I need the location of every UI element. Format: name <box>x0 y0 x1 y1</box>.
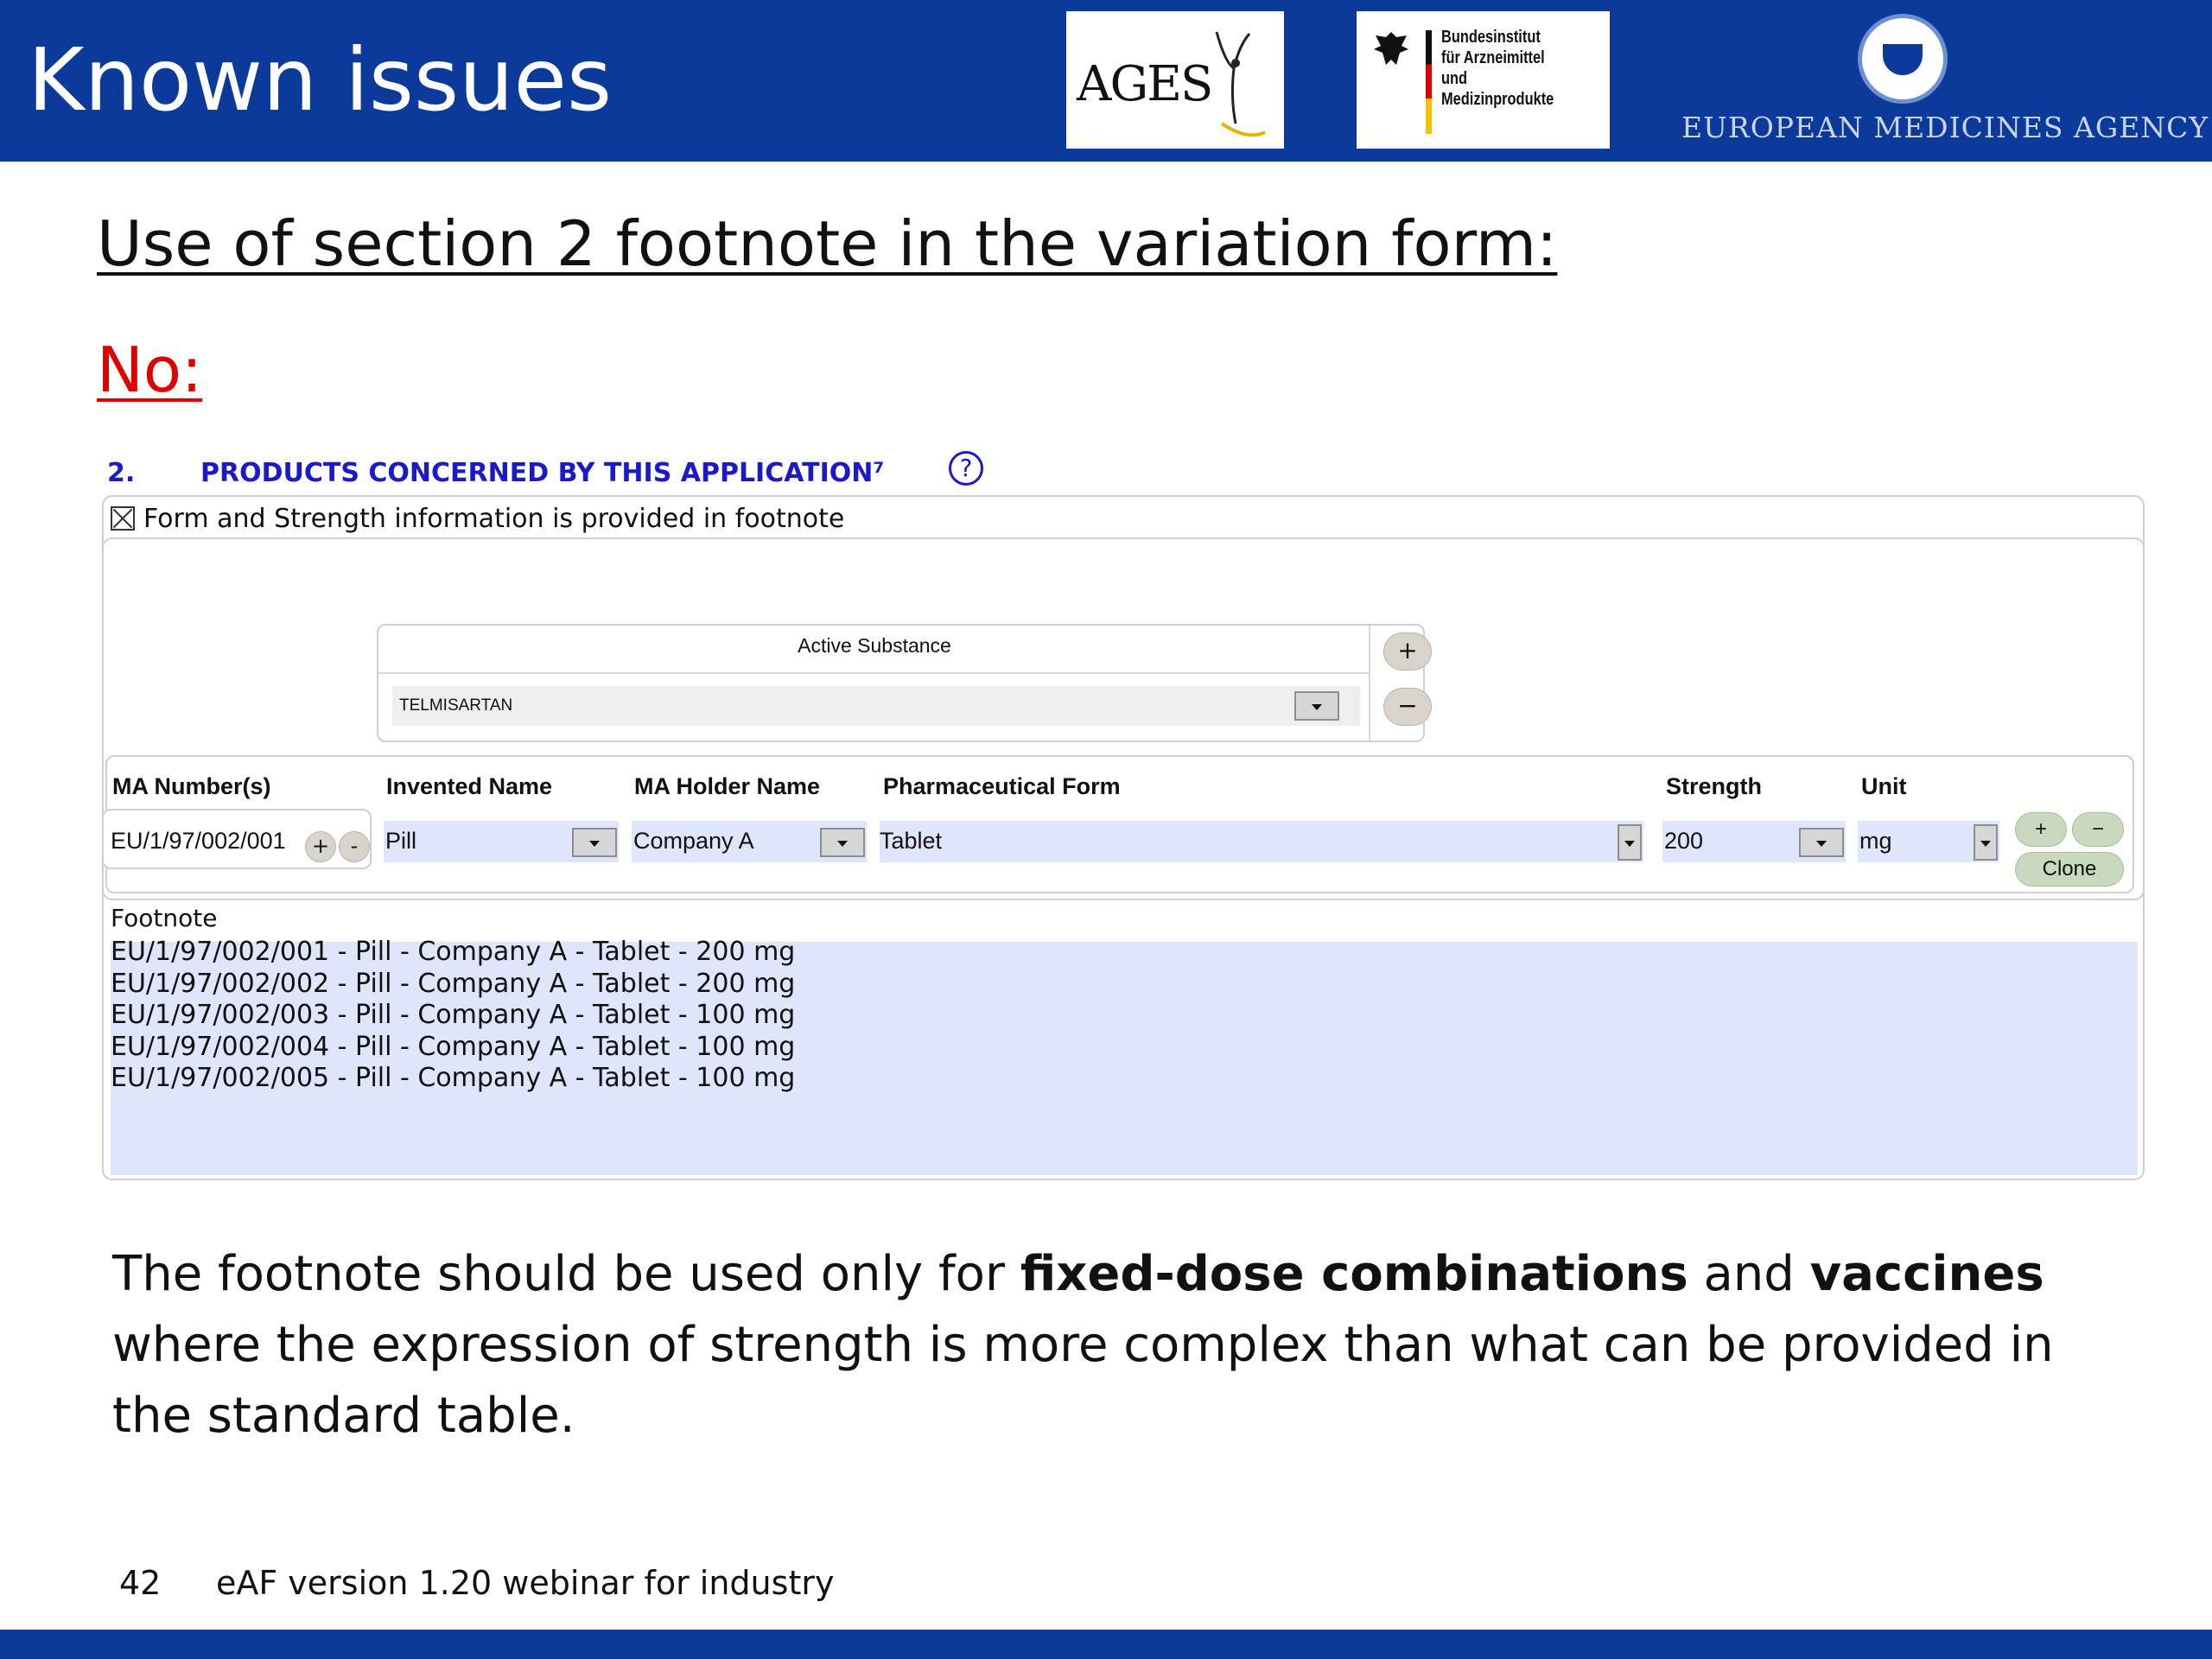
invented-name-dropdown-button[interactable] <box>572 828 617 857</box>
unit-dropdown-button[interactable] <box>1974 824 1998 861</box>
pharmaceutical-form-dropdown-button[interactable] <box>1618 824 1642 861</box>
eagle-icon <box>1370 29 1412 70</box>
pharmaceutical-form-select[interactable] <box>880 821 1643 862</box>
active-substance-select[interactable] <box>392 686 1360 726</box>
footnote-checkbox-label: Form and Strength information is provided in footnote <box>143 503 845 534</box>
explanation-paragraph <box>112 1239 2126 1452</box>
header-bar <box>0 0 2212 162</box>
pharmaceutical-form-value: Tablet <box>880 828 943 854</box>
ema-logo-text: EUROPEAN MEDICINES AGENCY <box>1681 111 2209 144</box>
holder-name-value: Company A <box>633 828 754 854</box>
form-section-number: 2. <box>107 458 136 488</box>
german-flag-stripe <box>1426 30 1432 134</box>
explanation-text: where the expression of strength is more complex than what can be provided in the standard table. <box>112 1317 2054 1444</box>
invented-name-value: Pill <box>385 828 417 854</box>
explanation-text: and <box>1688 1246 1810 1302</box>
ma-remove-button[interactable]: - <box>339 831 370 862</box>
footnote-line: EU/1/97/002/003 - Pill - Company A - Tablet - 100 mg <box>111 1000 796 1030</box>
ma-add-button[interactable]: + <box>305 831 336 862</box>
form-section-title: PRODUCTS CONCERNED BY THIS APPLICATION⁷ <box>200 458 885 488</box>
ages-logo-text: AGES <box>1077 56 1212 112</box>
bfarm-line-3: und Medizinprodukte <box>1441 69 1554 109</box>
footnote-checkbox-row[interactable] <box>111 501 844 536</box>
section-heading: Use of section 2 footnote in the variation form: <box>97 207 1558 280</box>
footnote-line: EU/1/97/002/005 - Pill - Company A - Tablet - 100 mg <box>111 1063 796 1093</box>
add-row-button[interactable]: + <box>2015 812 2067 847</box>
column-header-ma-number: MA Number(s) <box>112 773 271 799</box>
bfarm-line-1: Bundesinstitut <box>1441 28 1541 47</box>
emphasis-vaccines: vaccines <box>1809 1246 2044 1302</box>
footer-bar <box>0 1630 2212 1659</box>
column-header-holder-name: MA Holder Name <box>634 773 821 799</box>
bfarm-logo <box>1357 11 1610 149</box>
slide-title: Known issues <box>28 29 613 130</box>
ages-logo <box>1066 11 1284 149</box>
footnote-line: EU/1/97/002/001 - Pill - Company A - Tablet - 200 mg <box>111 937 796 967</box>
footer-text: eAF version 1.20 webinar for industry <box>216 1564 835 1602</box>
column-header-invented-name: Invented Name <box>386 773 553 799</box>
active-substance-dropdown-button[interactable] <box>1294 691 1339 721</box>
page-number: 42 <box>119 1564 162 1602</box>
remove-row-button[interactable]: − <box>2072 812 2124 847</box>
footnote-checkbox[interactable] <box>111 506 135 531</box>
active-substance-label: Active Substance <box>798 634 951 657</box>
remove-substance-button[interactable]: − <box>1383 688 1432 726</box>
footnote-line: EU/1/97/002/004 - Pill - Company A - Tablet - 100 mg <box>111 1031 796 1062</box>
ages-figure-icon <box>1205 29 1274 141</box>
column-header-unit: Unit <box>1861 773 1907 799</box>
ma-number-input[interactable]: EU/1/97/002/001 <box>111 828 286 854</box>
bfarm-logo-text <box>1441 27 1580 110</box>
active-substance-panel <box>377 624 1425 742</box>
strength-dropdown-button[interactable] <box>1799 828 1844 857</box>
bfarm-line-2: für Arzneimittel <box>1441 48 1545 67</box>
clone-button[interactable]: Clone <box>2015 852 2124 887</box>
column-header-pharmaceutical-form: Pharmaceutical Form <box>883 773 1121 799</box>
active-substance-value: TELMISARTAN <box>399 696 513 715</box>
unit-value: mg <box>1859 828 1892 854</box>
footnote-text <box>111 937 795 1095</box>
no-label: No: <box>97 334 203 406</box>
strength-value: 200 <box>1664 828 1704 854</box>
footnote-line: EU/1/97/002/002 - Pill - Company A - Tablet - 200 mg <box>111 968 796 999</box>
add-substance-button[interactable]: + <box>1383 632 1432 671</box>
holder-name-dropdown-button[interactable] <box>820 828 865 857</box>
help-icon[interactable]: ? <box>949 451 983 486</box>
ema-logo-icon <box>1858 14 1948 104</box>
footnote-label: Footnote <box>111 904 218 932</box>
column-header-strength: Strength <box>1666 773 1762 799</box>
explanation-text: The footnote should be used only for <box>112 1246 1020 1302</box>
divider <box>378 672 1370 674</box>
emphasis-fixed-dose: fixed-dose combinations <box>1020 1246 1688 1302</box>
